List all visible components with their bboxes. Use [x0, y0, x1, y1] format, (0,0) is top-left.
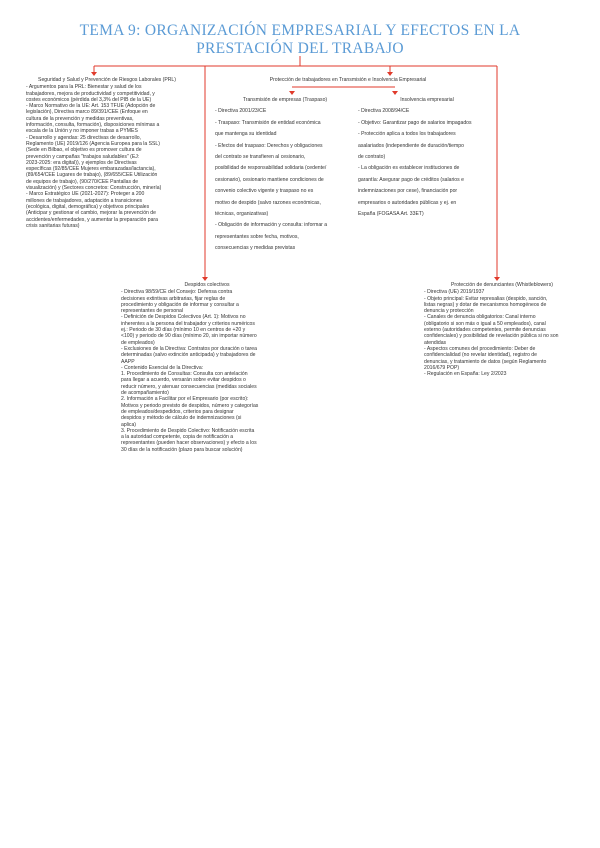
arrow-seguridad	[91, 72, 97, 76]
traspaso-line: que mantenga su identidad	[215, 131, 277, 138]
seguridad-line: (Anticipar y gestionar el cambio, mejorar la prevención de	[26, 210, 156, 217]
arrow-denunciantes	[494, 277, 500, 281]
node-seguridad-salud	[26, 77, 188, 229]
node-despidos-body	[121, 289, 293, 453]
arrow-insolvencia	[392, 91, 398, 95]
despidos-line: despidos y método de cálculo de indemnizaciones (si	[121, 415, 242, 422]
node-seguridad-header: Seguridad y Salud y Prevención de Riesgos Laborales (PRL)	[38, 77, 176, 83]
seguridad-line: escala de la Unión y no imponer trabas a PYMES	[26, 128, 138, 135]
seguridad-line: - Marco Estratégico UE (2021-2027): Proteger a 200	[26, 191, 145, 198]
insolvencia-line: - La obligación es establecer instituciones de	[358, 165, 460, 172]
denunciantes-line: atendidas	[424, 339, 447, 346]
denunciantes-line: denuncia y protección	[424, 308, 474, 315]
seguridad-line: (ecológica, digital, demográfica) y objetivos principales	[26, 203, 150, 210]
arrow-despidos	[202, 277, 208, 281]
despidos-line: 2. Información a Facilitar por el Empresario (por escrito):	[121, 396, 249, 403]
insolvencia-line: asalariados (independiente de duración/tiempo	[358, 142, 464, 149]
despidos-line: - Definición de Despidos Colectivos (Art. 1): Motivos no	[121, 314, 246, 321]
node-insolvencia-body	[358, 108, 496, 217]
despidos-line: representantes (pueden hacer observaciones) y efecto a los	[121, 440, 257, 447]
traspaso-line: técnicas, organizativas)	[215, 210, 269, 217]
traspaso-line: del contrato se transfieren al cesionario,	[215, 153, 306, 160]
traspaso-line: - Efectos del traspaso: Derechos y obligaciones	[215, 142, 323, 149]
seguridad-line: de equipos de trabajo), (90/270/CEE Pantallas de	[26, 178, 139, 185]
insolvencia-line: indemnizaciones por cese), financiación por	[358, 188, 458, 195]
seguridad-line: específicas (92/85/CEE Mujeres embarazadas/lactancia),	[26, 166, 156, 173]
despidos-line: AAPP	[121, 358, 135, 365]
seguridad-line: 2023-2025: era digital)), y ejemplos de Directivas	[26, 159, 137, 166]
denunciantes-line: denuncias, y tratamiento de datos (según Reglamento	[424, 358, 547, 365]
despidos-line: para llegar a acuerdo, versarán sobre evitar despidos o	[121, 377, 246, 384]
despidos-line: aplica)	[121, 421, 137, 428]
denunciantes-line: - Aspectos comunes del procedimiento: Deber de	[424, 345, 536, 352]
arrow-traspaso	[289, 91, 295, 95]
traspaso-line: posibilidad de responsabilidad solidaria (cedente/	[215, 165, 327, 172]
seguridad-line: prevención y campañas "trabajos saludables" (EJ:	[26, 153, 140, 160]
seguridad-line: Reglamento (UE) 2019/126 (Agencia Europea para la SSL)	[26, 140, 160, 147]
despidos-line: reducir número, y atenuar consecuencias (medidas sociales	[121, 383, 257, 390]
despidos-line: a la autoridad competente, copia de notificación a	[121, 434, 234, 441]
node-insolvencia-header: Insolvencia empresarial	[400, 97, 454, 103]
node-proteccion-header: Protección de trabajadores en Transmisión e Insolvencia Empresarial	[269, 77, 427, 83]
denunciantes-line: - Objeto principal: Evitar represalias (despido, sanción,	[424, 295, 548, 302]
traspaso-line: representantes sobre fecha, motivos,	[215, 233, 299, 240]
node-denunciantes-body	[424, 289, 580, 377]
node-despidos-colectivos	[121, 282, 293, 453]
node-despidos-header: Despidos colectivos	[184, 282, 230, 288]
title-line-1: TEMA 9: ORGANIZACIÓN EMPRESARIAL Y EFECTOS EN LA	[79, 22, 521, 39]
seguridad-line: (Sede en Bilbao, el objetivo es promover cultura de	[26, 147, 142, 154]
insolvencia-line: - Directiva 2008/94/CE	[358, 108, 410, 115]
despidos-line: representantes de personal	[121, 308, 184, 315]
seguridad-line: crisis sanitarias futuras)	[26, 222, 80, 229]
insolvencia-line: - Objetivo: Garantizar pago de salarios impagados	[358, 119, 472, 126]
seguridad-line: millones de trabajadores, adaptación a transiciones	[26, 197, 143, 204]
denunciantes-line: (obligatorio si son más o igual a 50 empleados), canal	[424, 320, 546, 327]
title-line-2: PRESTACIÓN DEL TRABAJO	[196, 40, 404, 57]
despidos-line: - Contenido Esencial de la Directiva:	[121, 364, 204, 371]
traspaso-line: convenio colectivo vigente y traspaso no es	[215, 188, 314, 195]
node-denunciantes-header: Protección de denunciantes (Whistleblowers)	[451, 282, 553, 288]
node-traspaso	[215, 97, 355, 256]
denunciantes-line: - Canales de denuncia obligatorios: Canal interno	[424, 314, 536, 321]
seguridad-line: visualización) y (Sectores concretos: Construcción, minería)	[26, 185, 162, 192]
node-traspaso-header: Transmisión de empresas (Traspaso)	[242, 97, 328, 103]
denunciantes-line: confidencialidad (no revelar identidad), registro de	[424, 352, 537, 359]
denunciantes-line: confidenciales) y posibilidad de revelación pública si no son	[424, 333, 559, 340]
seguridad-line: - Argumentos para la PRL: Bienestar y salud de los	[26, 84, 142, 91]
despidos-line: de empleados)	[121, 339, 155, 346]
seguridad-line: accidentes/enfermedades, y aumentar la preparación para	[26, 216, 158, 223]
denunciantes-line: 2016/679 POP)	[424, 364, 460, 371]
despidos-line: inherentes a la persona del trabajador y criterios numéricos	[121, 320, 255, 327]
traspaso-line: consecuencias y medidas previstas	[215, 245, 296, 252]
seguridad-line: legislación), Directiva marco 89/391/CEE (Enfoque en	[26, 109, 148, 116]
insolvencia-line: España (FOGASA Art. 33ET)	[358, 210, 424, 217]
despidos-line: - Exclusiones de la Directiva: Contratos por duración o tarea	[121, 345, 257, 352]
despidos-line: decisiones extintivas arbitrarias, fijar reglas de	[121, 295, 226, 302]
node-insolvencia	[358, 97, 496, 222]
despidos-line: ej.: Periodo de 30 días (mínimo 10 en centros de +20 y	[121, 327, 246, 334]
seguridad-line: (89/654/CEE Lugares de trabajo), (89/655/CEE Utilización	[26, 172, 158, 179]
node-traspaso-body	[215, 108, 355, 251]
despidos-line: Motivos y periodo previsto de despidos, número y categorías	[121, 402, 259, 409]
traspaso-line: - Traspaso: Transmisión de entidad económica	[215, 119, 321, 126]
insolvencia-line: empresarios o autoridades públicas y ej. en	[358, 199, 457, 206]
traspaso-line: motivo de despido (salvo razones económicas,	[215, 199, 321, 206]
despidos-line: 1. Procedimiento de Consultas: Consulta con antelación	[121, 371, 248, 378]
traspaso-line: - Directiva 2001/23/CE	[215, 108, 267, 115]
insolvencia-line: - Protección aplica a todos los trabajadores	[358, 131, 456, 138]
despidos-line: 3. Procedimiento de Despido Colectivo: Notificación escrita	[121, 427, 255, 434]
despidos-line: <100) y periodo de 90 días (mínimo 20, sin importar número	[121, 333, 257, 340]
seguridad-line: - Desarrollo y agendas: 25 directivas de desarrollo,	[26, 134, 141, 141]
despidos-line: 30 días de la notificación (plazo para buscar solución)	[121, 446, 243, 453]
despidos-line: procedimiento y obligación de informar y consultar a	[121, 301, 239, 308]
arrow-proteccion	[387, 72, 393, 76]
seguridad-line: trabajadores, mejora de productividad y competitividad, y	[26, 90, 155, 97]
insolvencia-line: garantía: Asegurar pago de créditos (salarios e	[358, 176, 464, 183]
seguridad-line: cultura de la prevención y medidas preventivas,	[26, 115, 134, 122]
denunciantes-line: - Directiva (UE) 2019/1937	[424, 289, 485, 296]
despidos-line: determinadas (salvo extinción anticipada) y trabajadores de	[121, 352, 256, 359]
seguridad-line: información, consulta, formación), disposiciones mínimas a	[26, 122, 160, 129]
traspaso-line: cesionario), cesionario mantiene condiciones de	[215, 176, 324, 183]
despidos-line: de empleados/despedidos, criterios para designar	[121, 408, 234, 415]
denunciantes-line: externo (autoridades competentes, permite denuncias	[424, 327, 546, 334]
denunciantes-line: listas negras) y dotar de mecanismos homogéneos de	[424, 301, 547, 308]
insolvencia-line: de contrato)	[358, 153, 386, 160]
denunciantes-line: - Regulación en España: Ley 2/2023	[424, 371, 507, 378]
node-proteccion-transmision	[250, 77, 446, 84]
traspaso-line: - Obligación de información y consulta: informar a	[215, 222, 328, 229]
despidos-line: - Directiva 98/59/CE del Consejo: Defensa contra	[121, 289, 233, 296]
seguridad-line: costes económicos (pérdida del 3,3% del PIB de la UE)	[26, 96, 152, 103]
seguridad-line: - Marco Normativo de la UE: Art. 153 TFUE (Adopción de	[26, 103, 156, 110]
node-seguridad-body	[26, 84, 188, 229]
despidos-line: de acompañamiento)	[121, 390, 169, 397]
node-denunciantes	[424, 282, 580, 377]
